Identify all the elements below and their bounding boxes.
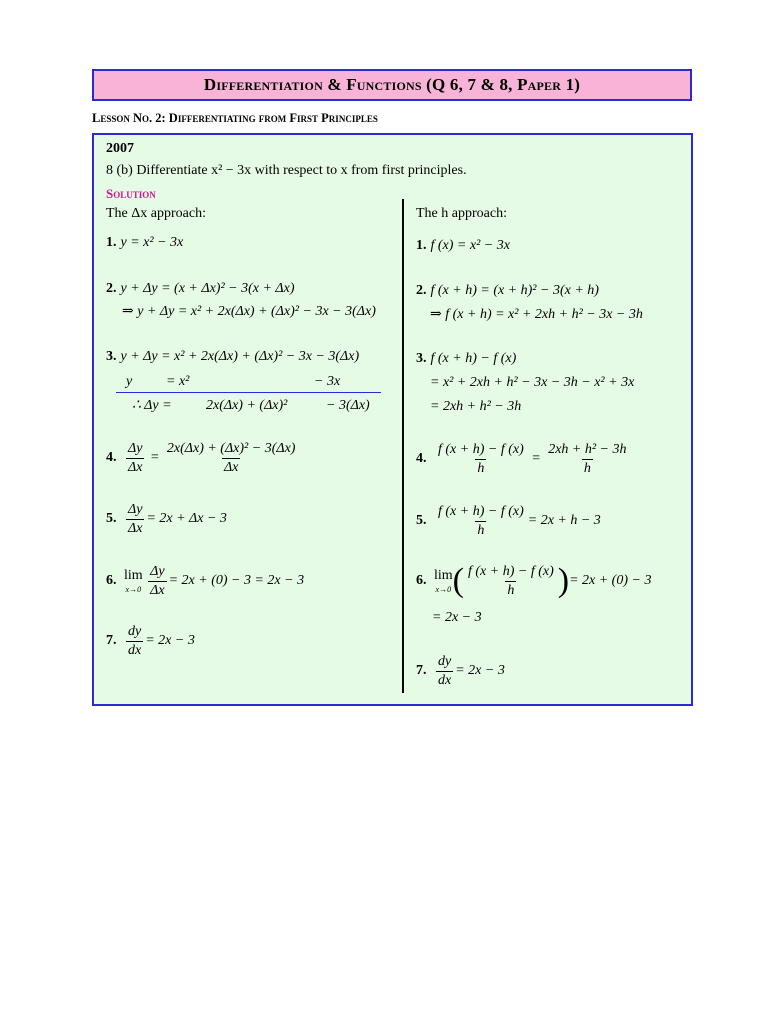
right-step-3-line-3: = 2xh + h² − 3h bbox=[430, 399, 522, 414]
right-step-7: 7. $\frac{dy}{dx}$ = 2x − 3 bbox=[416, 654, 505, 688]
right-step-2-implies: ⇒ f (x + h) = x² + 2xh + h² − 3x − 3h bbox=[430, 307, 643, 322]
question-text: 8 (b) Differentiate x² − 3x with respect to x from first principles. bbox=[106, 163, 467, 178]
left-step-3-3x: − 3x bbox=[314, 374, 341, 389]
left-step-4: 4. $\frac{\Delta y}{\Delta x}$ = $\frac{\text{2x(Δx) + (Δx)² − 3(Δx)}}{\Delta x}$ bbox=[106, 441, 296, 475]
left-step-3-x2: = x² bbox=[166, 374, 190, 389]
right-step-2: 2. f (x + h) = (x + h)² − 3(x + h) bbox=[416, 283, 599, 298]
subtraction-rule bbox=[116, 392, 381, 393]
right-step-4: 4. $\frac{f (x + h) - f (x)}{h}$ = $\frac{\text{2xh + h² − 3h}}{h}$ bbox=[416, 442, 627, 476]
left-approach-heading: The Δx approach: bbox=[106, 206, 206, 221]
left-step-2: 2. y + Δy = (x + Δx)² − 3(x + Δx) bbox=[106, 281, 295, 296]
page-title: Differentiation & Functions (Q 6, 7 & 8, Paper 1) bbox=[92, 69, 692, 101]
column-divider bbox=[402, 199, 404, 693]
left-step-6: 6. lim x→0 $\frac{\Delta y}{\Delta x}$ = 2x + (0) − 3 = 2x − 3 bbox=[106, 564, 305, 598]
left-step-3-y: y bbox=[126, 374, 133, 389]
left-step-2-implies: ⇒ y + Δy = x² + 2x(Δx) + (Δx)² − 3x − 3(Δx) bbox=[122, 304, 376, 319]
left-step-3-mid: 2x(Δx) + (Δx)² bbox=[206, 398, 288, 413]
left-step-5: 5. $\frac{\Delta y}{\Delta x}$ = 2x + Δx − 3 bbox=[106, 502, 227, 536]
lesson-heading: Lesson No. 2: Differentiating from First Principles bbox=[92, 111, 378, 125]
left-step-3-delta-y: ∴ Δy = bbox=[132, 398, 172, 413]
right-approach-heading: The h approach: bbox=[416, 206, 507, 221]
left-step-3: 3. y + Δy = x² + 2x(Δx) + (Δx)² − 3x − 3(Δx) bbox=[106, 349, 360, 364]
solution-panel bbox=[92, 133, 693, 706]
right-step-3-line-2: = x² + 2xh + h² − 3x − 3h − x² + 3x bbox=[430, 375, 635, 390]
left-step-7: 7. $\frac{dy}{dx}$ = 2x − 3 bbox=[106, 624, 195, 658]
right-step-1: 1. f (x) = x² − 3x bbox=[416, 238, 510, 253]
exam-year: 2007 bbox=[106, 141, 134, 156]
right-step-5: 5. $\frac{f (x + h) - f (x)}{h}$ = 2x + h − 3 bbox=[416, 504, 601, 538]
right-step-6: 6. lim x→0 ( $\frac{f (x + h) - f (x)}{h}$ )= 2x + (0) − 3 bbox=[416, 562, 652, 599]
left-step-3-right: − 3(Δx) bbox=[326, 398, 370, 413]
left-step-1: 1. y = x² − 3x bbox=[106, 235, 184, 250]
solution-label: Solution bbox=[106, 186, 156, 201]
right-step-6-result: = 2x − 3 bbox=[432, 610, 482, 625]
right-step-3: 3. f (x + h) − f (x) bbox=[416, 351, 517, 366]
